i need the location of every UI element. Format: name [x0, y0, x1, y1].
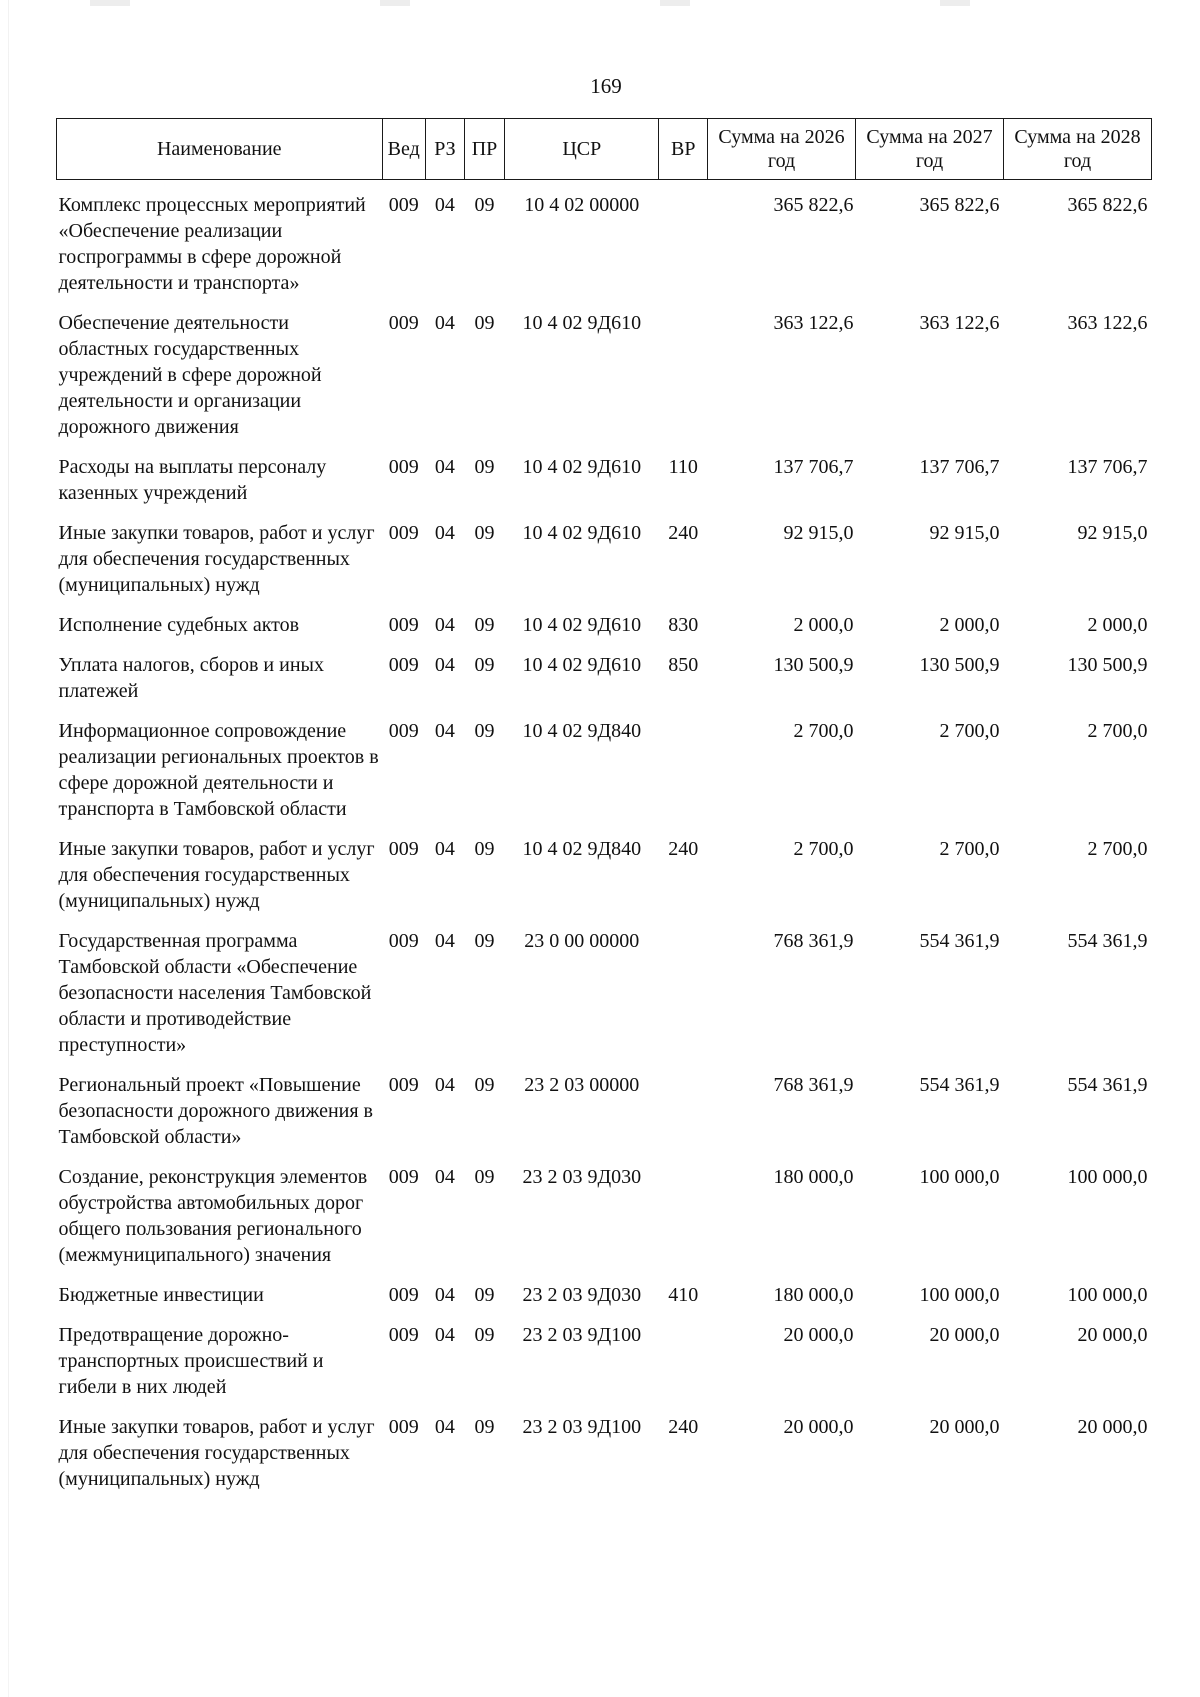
table-row — [57, 1276, 1152, 1316]
cell-pr: 09 — [474, 1324, 495, 1346]
table-row — [57, 1316, 1152, 1408]
cell-csr: 23 0 00 00000 — [524, 930, 640, 952]
cell-csr: 10 4 02 9Д610 — [522, 522, 642, 544]
cell-ved: 009 — [388, 930, 419, 952]
cell-vr — [659, 712, 708, 830]
cell-name: Уплата налогов, сборов и иных платежей — [58, 654, 324, 702]
cell-amount-2026: 768 361,9 — [773, 1074, 854, 1096]
cell-rz: 04 — [434, 720, 455, 742]
cell-pr: 09 — [474, 1284, 495, 1306]
cell-amount-2026: 2 000,0 — [793, 614, 854, 636]
cell-ved: 009 — [388, 1074, 419, 1096]
cell-name: Иные закупки товаров, работ и услуг для обеспечения государственных (муниципальных) нужд — [58, 838, 375, 912]
cell-csr: 23 2 03 9Д100 — [522, 1324, 642, 1346]
budget-table — [56, 118, 1152, 1500]
table-row — [57, 1158, 1152, 1276]
table-row — [57, 304, 1152, 448]
cell-pr: 09 — [474, 456, 495, 478]
cell-vr: 830 — [668, 614, 699, 636]
scan-artifact — [940, 0, 970, 6]
cell-vr — [659, 922, 708, 1066]
cell-rz: 04 — [434, 1284, 455, 1306]
cell-amount-2028: 100 000,0 — [1067, 1284, 1148, 1306]
cell-pr: 09 — [474, 194, 495, 216]
table-row — [57, 1408, 1152, 1500]
table-row — [57, 180, 1152, 305]
cell-ved: 009 — [388, 312, 419, 334]
table-row — [57, 514, 1152, 606]
cell-pr: 09 — [474, 654, 495, 676]
cell-amount-2027: 20 000,0 — [929, 1416, 1000, 1438]
cell-pr: 09 — [474, 720, 495, 742]
cell-pr: 09 — [474, 838, 495, 860]
cell-amount-2026: 180 000,0 — [773, 1166, 854, 1188]
cell-vr — [659, 1158, 708, 1276]
cell-rz: 04 — [434, 930, 455, 952]
scan-artifact — [380, 0, 410, 6]
cell-name: Предотвращение дорожно-транспортных происшествий и гибели в них людей — [58, 1324, 324, 1398]
cell-amount-2028: 365 822,6 — [1067, 194, 1148, 216]
cell-ved: 009 — [388, 1284, 419, 1306]
cell-rz: 04 — [434, 1166, 455, 1188]
cell-csr: 10 4 02 9Д610 — [522, 312, 642, 334]
cell-name: Региональный проект «Повышение безопасности дорожного движения в Тамбовской области» — [58, 1074, 374, 1148]
cell-rz: 04 — [434, 654, 455, 676]
cell-pr: 09 — [474, 614, 495, 636]
cell-amount-2027: 554 361,9 — [919, 1074, 1000, 1096]
cell-amount-2026: 2 700,0 — [793, 838, 854, 860]
header-name: Наименование — [57, 119, 383, 180]
cell-amount-2027: 20 000,0 — [929, 1324, 1000, 1346]
cell-amount-2028: 137 706,7 — [1067, 456, 1148, 478]
cell-ved: 009 — [388, 522, 419, 544]
cell-amount-2027: 137 706,7 — [919, 456, 1000, 478]
table-row — [57, 646, 1152, 712]
cell-csr: 10 4 02 9Д610 — [522, 654, 642, 676]
cell-amount-2026: 768 361,9 — [773, 930, 854, 952]
cell-ved: 009 — [388, 838, 419, 860]
cell-name: Иные закупки товаров, работ и услуг для обеспечения государственных (муниципальных) нужд — [58, 522, 375, 596]
table-row — [57, 712, 1152, 830]
table-row — [57, 606, 1152, 646]
cell-csr: 23 2 03 9Д100 — [522, 1416, 642, 1438]
cell-csr: 10 4 02 9Д610 — [522, 614, 642, 636]
table-row — [57, 448, 1152, 514]
cell-amount-2027: 363 122,6 — [919, 312, 1000, 334]
cell-amount-2027: 100 000,0 — [919, 1166, 1000, 1188]
cell-csr: 10 4 02 9Д610 — [522, 456, 642, 478]
header-amount-2026: Сумма на 2026 год — [708, 119, 856, 180]
cell-csr: 23 2 03 9Д030 — [522, 1284, 642, 1306]
cell-name: Исполнение судебных актов — [58, 614, 300, 636]
header-amount-2028: Сумма на 2028 год — [1003, 119, 1151, 180]
cell-amount-2026: 2 700,0 — [793, 720, 854, 742]
cell-pr: 09 — [474, 1166, 495, 1188]
cell-amount-2028: 130 500,9 — [1067, 654, 1148, 676]
cell-name: Расходы на выплаты персоналу казенных учреждений — [58, 456, 327, 504]
cell-name: Создание, реконструкция элементов обустройства автомобильных дорог общего пользования регионального (межмуниципального) значения — [58, 1166, 368, 1266]
cell-vr — [659, 1066, 708, 1158]
cell-ved: 009 — [388, 614, 419, 636]
cell-amount-2027: 130 500,9 — [919, 654, 1000, 676]
cell-rz: 04 — [434, 1324, 455, 1346]
cell-vr: 110 — [668, 456, 698, 478]
cell-ved: 009 — [388, 654, 419, 676]
cell-amount-2028: 92 915,0 — [1077, 522, 1148, 544]
cell-amount-2028: 2 700,0 — [1087, 720, 1148, 742]
cell-name: Комплекс процессных мероприятий «Обеспечение реализации госпрограммы в сфере дорожной деятельности и транспорта» — [58, 194, 366, 294]
table-row — [57, 922, 1152, 1066]
cell-amount-2028: 100 000,0 — [1067, 1166, 1148, 1188]
cell-pr: 09 — [474, 312, 495, 334]
cell-rz: 04 — [434, 1074, 455, 1096]
cell-amount-2027: 92 915,0 — [929, 522, 1000, 544]
cell-amount-2028: 20 000,0 — [1077, 1416, 1148, 1438]
cell-amount-2026: 365 822,6 — [773, 194, 854, 216]
header-csr: ЦСР — [505, 119, 659, 180]
cell-amount-2027: 365 822,6 — [919, 194, 1000, 216]
cell-csr: 10 4 02 00000 — [524, 194, 640, 216]
cell-rz: 04 — [434, 312, 455, 334]
cell-rz: 04 — [434, 1416, 455, 1438]
cell-amount-2027: 554 361,9 — [919, 930, 1000, 952]
cell-amount-2028: 2 700,0 — [1087, 838, 1148, 860]
cell-amount-2028: 554 361,9 — [1067, 930, 1148, 952]
header-amount-2027: Сумма на 2027 год — [856, 119, 1004, 180]
header-pr: ПР — [464, 119, 504, 180]
cell-ved: 009 — [388, 1324, 419, 1346]
header-ved: Вед — [382, 119, 425, 180]
cell-amount-2026: 180 000,0 — [773, 1284, 854, 1306]
page-number: 169 — [590, 74, 622, 98]
cell-amount-2026: 130 500,9 — [773, 654, 854, 676]
cell-rz: 04 — [434, 838, 455, 860]
cell-pr: 09 — [474, 1074, 495, 1096]
cell-vr: 240 — [668, 522, 699, 544]
cell-pr: 09 — [474, 1416, 495, 1438]
cell-ved: 009 — [388, 1416, 419, 1438]
cell-name: Иные закупки товаров, работ и услуг для обеспечения государственных (муниципальных) нужд — [58, 1416, 375, 1490]
cell-amount-2028: 20 000,0 — [1077, 1324, 1148, 1346]
cell-amount-2026: 92 915,0 — [783, 522, 854, 544]
cell-vr: 850 — [668, 654, 699, 676]
cell-amount-2026: 20 000,0 — [783, 1324, 854, 1346]
cell-vr — [659, 304, 708, 448]
cell-vr: 240 — [668, 1416, 699, 1438]
cell-amount-2027: 2 700,0 — [939, 838, 1000, 860]
cell-amount-2027: 2 000,0 — [939, 614, 1000, 636]
cell-vr — [659, 1316, 708, 1408]
header-rz: РЗ — [425, 119, 464, 180]
cell-amount-2026: 363 122,6 — [773, 312, 854, 334]
cell-pr: 09 — [474, 522, 495, 544]
cell-name: Информационное сопровождение реализации региональных проектов в сфере дорожной деятельности и транспорта в Тамбовской области — [58, 720, 379, 820]
scan-edge-mark — [8, 0, 9, 1697]
table-body — [57, 180, 1152, 1501]
table-header-row — [57, 119, 1152, 180]
cell-vr: 410 — [668, 1284, 699, 1306]
table-row — [57, 1066, 1152, 1158]
cell-pr: 09 — [474, 930, 495, 952]
cell-name: Обеспечение деятельности областных государственных учреждений в сфере дорожной деятельности и организации дорожного движения — [58, 312, 322, 438]
cell-csr: 10 4 02 9Д840 — [522, 838, 642, 860]
cell-ved: 009 — [388, 456, 419, 478]
cell-ved: 009 — [388, 720, 419, 742]
cell-amount-2026: 137 706,7 — [773, 456, 854, 478]
cell-rz: 04 — [434, 522, 455, 544]
cell-name: Бюджетные инвестиции — [58, 1284, 264, 1306]
cell-vr — [659, 180, 708, 305]
table-row — [57, 830, 1152, 922]
cell-csr: 23 2 03 9Д030 — [522, 1166, 642, 1188]
scan-artifact — [90, 0, 130, 6]
cell-amount-2028: 2 000,0 — [1087, 614, 1148, 636]
cell-name: Государственная программа Тамбовской области «Обеспечение безопасности населения Тамбовской области и противодействие преступности» — [58, 930, 372, 1056]
cell-amount-2027: 100 000,0 — [919, 1284, 1000, 1306]
cell-amount-2027: 2 700,0 — [939, 720, 1000, 742]
cell-csr: 23 2 03 00000 — [524, 1074, 640, 1096]
cell-csr: 10 4 02 9Д840 — [522, 720, 642, 742]
cell-rz: 04 — [434, 614, 455, 636]
cell-amount-2026: 20 000,0 — [783, 1416, 854, 1438]
cell-rz: 04 — [434, 456, 455, 478]
cell-amount-2028: 554 361,9 — [1067, 1074, 1148, 1096]
cell-vr: 240 — [668, 838, 699, 860]
cell-amount-2028: 363 122,6 — [1067, 312, 1148, 334]
header-vr: ВР — [659, 119, 708, 180]
cell-ved: 009 — [388, 194, 419, 216]
cell-ved: 009 — [388, 1166, 419, 1188]
scan-artifact — [660, 0, 690, 6]
cell-rz: 04 — [434, 194, 455, 216]
